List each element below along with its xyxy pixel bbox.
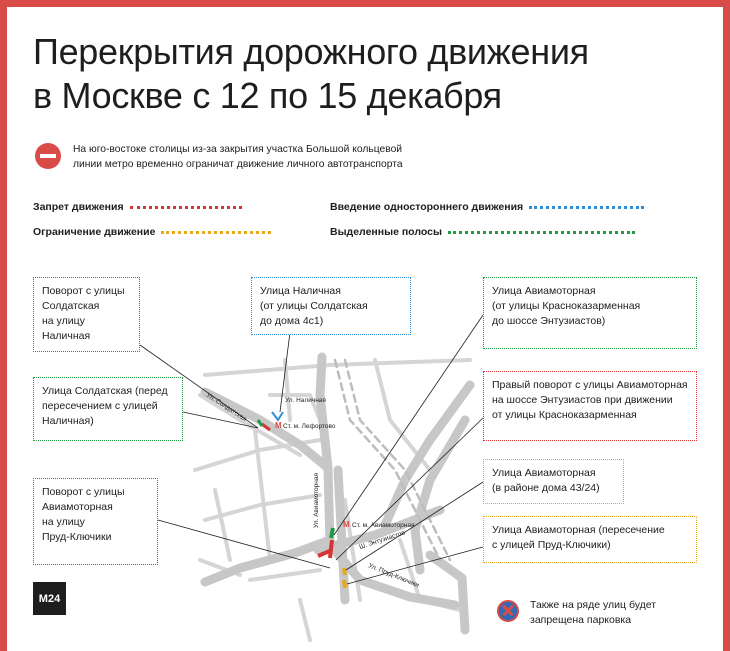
map-label-nalichnaya: Ул. Наличная (285, 397, 326, 404)
map-label-prud: Ул. Пруд-Ключики (367, 562, 421, 590)
m24-logo: M24 (33, 582, 66, 615)
legend-label: Запрет движения (33, 201, 124, 213)
map-label-aviamotornaya-station: Ст. м. Авиамоторная (352, 522, 415, 529)
callout-soldatskaya-turn: Поворот с улицы Солдатская на улицу Наличная (33, 277, 140, 352)
no-parking-icon (497, 600, 519, 622)
legend-label: Выделенные полосы (330, 226, 442, 238)
callout-prud-turn: Поворот с улицы Авиамоторная на улицу Пруд-Ключики (33, 478, 158, 565)
map-label-lefortovo: Ст. м. Лефортово (283, 423, 336, 430)
leader-right-turn (336, 418, 483, 560)
segment-nalichnaya-oneway (272, 412, 283, 420)
callout-aviamotornaya-north: Улица Авиамоторная (от улицы Красноказарменная до шоссе Энтузиастов) (483, 277, 697, 349)
callout-right-turn: Правый поворот с улицы Авиамоторная на шоссе Энтузиастов при движении от улицы Красноказарменная (483, 371, 697, 441)
map-label-aviamotornaya-street: Ул. Авиамоторная (313, 473, 320, 528)
metro-icon-aviamotornaya: М (343, 520, 350, 529)
title-line-1: Перекрытия дорожного движения (33, 31, 589, 72)
title-line-2: в Москве с 12 по 15 декабря (33, 75, 502, 116)
callout-prud-cross: Улица Авиамоторная (пересечение с улицей Пруд-Ключики) (483, 516, 697, 563)
map-label-entuziastov: Ш. Энтузиастов (358, 529, 406, 551)
map-label-soldatskaya: Ул. Солдатская (204, 391, 248, 424)
metro-icon-lefortovo: М (275, 421, 282, 430)
segment-prud-cross-restriction (344, 580, 345, 588)
legend-label: Ограничение движение (33, 226, 156, 238)
legend-label: Введение одностороннего движения (330, 201, 524, 213)
callout-nalichnaya: Улица Наличная (от улицы Солдатская до дома 4с1) (251, 277, 411, 335)
callout-aviamotornaya-43: Улица Авиамоторная (в районе дома 43/24) (483, 459, 624, 504)
segment-aviamotornaya-lanes (331, 528, 333, 538)
leader-prud-turn (158, 520, 330, 568)
segment-aviamotornaya-43-restriction (344, 568, 345, 575)
subtitle-text: На юго-востоке столицы из-за закрытия участка Большой кольцевой линии метро временно ограничат движение личного автотранспорта (73, 144, 403, 170)
callout-soldatskaya: Улица Солдатская (перед пересечением с улицей Наличная) (33, 377, 183, 441)
parking-note: Также на ряде улиц будет запрещена парковка (530, 599, 657, 626)
